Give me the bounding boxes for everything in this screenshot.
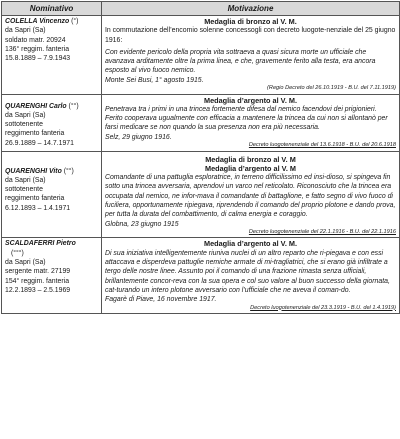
medal-title: Medaglia d’argento al V. M. (204, 95, 297, 105)
motivation-cell (102, 16, 400, 95)
life-dates: 12.2.1893 – 2.5.1969 (5, 286, 71, 294)
decree-reference: Decreto luogotenenziale del 22.1.1916 - B.U. del 22.1.1916 (248, 228, 396, 235)
table-row (2, 16, 400, 95)
table-row (2, 151, 400, 238)
origin: da Sapri (Sa) (5, 27, 46, 35)
rank: sottotenente (5, 121, 43, 129)
name-cell (2, 151, 102, 238)
rank: sergente matr. 27199 (5, 268, 71, 276)
unit: 136° reggim. fanteria (5, 45, 70, 53)
note-mark: (°) (69, 18, 79, 25)
motivation-cell (102, 94, 400, 151)
person-name: SCALDAFERRI Pietro (5, 240, 76, 248)
motivation-cell (102, 151, 400, 238)
table-row (2, 94, 400, 151)
table-row (2, 238, 400, 314)
person-name-line (5, 167, 98, 176)
note-mark: (°°) (66, 102, 79, 110)
note-mark: (°°°) (11, 249, 24, 257)
decree-reference: (Regio Decreto del 26.10.1919 - B.U. del 7.11.1919) (267, 85, 396, 92)
person-name: QUARENGHI Carlo (5, 102, 67, 110)
medal-title: Medaglia d’argento al V. M. (204, 239, 297, 249)
motivation-text: Con evidente pericolo della propria vita sottraeva a quasi sicura morte un ufficiale che avanzava arditamente oltre la prima linea, e che, gravemente ferito alla testa, era ancora esposto al vivo fuoco nemico. (105, 48, 376, 75)
header-motivazione: Motivazione (102, 2, 400, 16)
awards-table (1, 1, 400, 314)
place-date: Monte Sei Busi, 1° agosto 1915. (105, 76, 204, 84)
header-nominativo: Nominativo (2, 2, 102, 16)
unit: 154° reggim. fanteria (5, 277, 70, 285)
person-name-line (5, 102, 98, 111)
person-name-line (5, 17, 98, 26)
life-dates: 26.9.1889 – 14.7.1971 (5, 139, 74, 147)
medal-title-silver: Medaglia d’argento al V. M (205, 163, 296, 173)
motivation-text: Comandante di una pattuglia esploratrice, in terreno difficilissimo ed insi-dioso, si spingeva fin sotto una trincea avversaria, aprendovi un varco nel reticolato. Riconosciuto che la trincea era occupata dal nemico, ne infor-mava il comandante di battaglione, e fatto segno di vivo fuoco di fuciliera, opportunamente ripiegava, riprendendo il comando del proprio plotone e dando prova, per tutta la durata del combattimento, di calma energia e coraggio. (105, 174, 396, 219)
motivation-text: Di sua iniziativa intelligentemente riuniva nuclei di un altro reparto che ri-piegava e con essi attaccava e disperdeva pattuglie nemiche armate di mi-tragliatrici, che si erano già infiltrate a tergo delle nostre linee. Assunto poi il comando di una frazione rimasta senza ufficiali, brillantemente concor-reva con la sua opera e col suo valore al buon successo della giornata, cat-turando un intero plotone avversario con l’ufficiale che ne aveva il coman-do. (105, 249, 390, 294)
name-cell (2, 94, 102, 151)
medal-title: Medaglia di bronzo al V. M. (204, 17, 297, 26)
motivation-text: Penetrava tra i primi in una trincea fortemente difesa dal nemico facendovi dei prigionieri. Ferito cooperava ugualmente con efficacia a mantenere la trincea da cui non si allontanò per farsi medicare se non quando la sua presenza non era più necessaria. (105, 105, 388, 132)
header-row (2, 2, 400, 16)
origin: da Sapri (Sa) (5, 111, 46, 119)
medal-title-bronze: Medaglia di bronzo al V. M (205, 154, 296, 164)
place-date: Globna, 23 giugno 1915 (105, 220, 179, 228)
place-date: Fagarè di Piave, 16 novembre 1917. (105, 296, 217, 304)
rank: soldato matr. 20924 (5, 36, 66, 44)
unit: reggimento fanteria (5, 130, 65, 138)
person-name: QUARENGHI Vito (5, 167, 62, 175)
origin: da Sapri (Sa) (5, 176, 46, 184)
life-dates: 15.8.1889 – 7.9.1943 (5, 55, 71, 63)
name-cell (2, 238, 102, 314)
unit: reggimento fanteria (5, 195, 65, 203)
life-dates: 6.12.1893 – 1.4.1971 (5, 204, 71, 212)
motivation-intro: In commutazione dell’encomio solenne concessogli con decreto luogote-nenziale del 25 giugno 1916: (105, 27, 396, 44)
person-name: COLELLA Vincenzo (5, 18, 70, 25)
decree-reference: Decreto luogotenenziale del 23.3.1919 - B.U. del 1.4.1919) (250, 304, 396, 311)
place-date: Selz, 29 giugno 1916. (105, 133, 172, 141)
motivation-cell (102, 238, 400, 314)
note-mark: (°°) (61, 167, 74, 175)
origin: da Sapri (Sa) (5, 259, 46, 267)
decree-reference: Decreto luogotenenziale del 13.6.1918 - B.U. del 20.6.1918 (248, 142, 396, 149)
rank: sottotenente (5, 186, 43, 194)
name-cell (2, 16, 102, 95)
